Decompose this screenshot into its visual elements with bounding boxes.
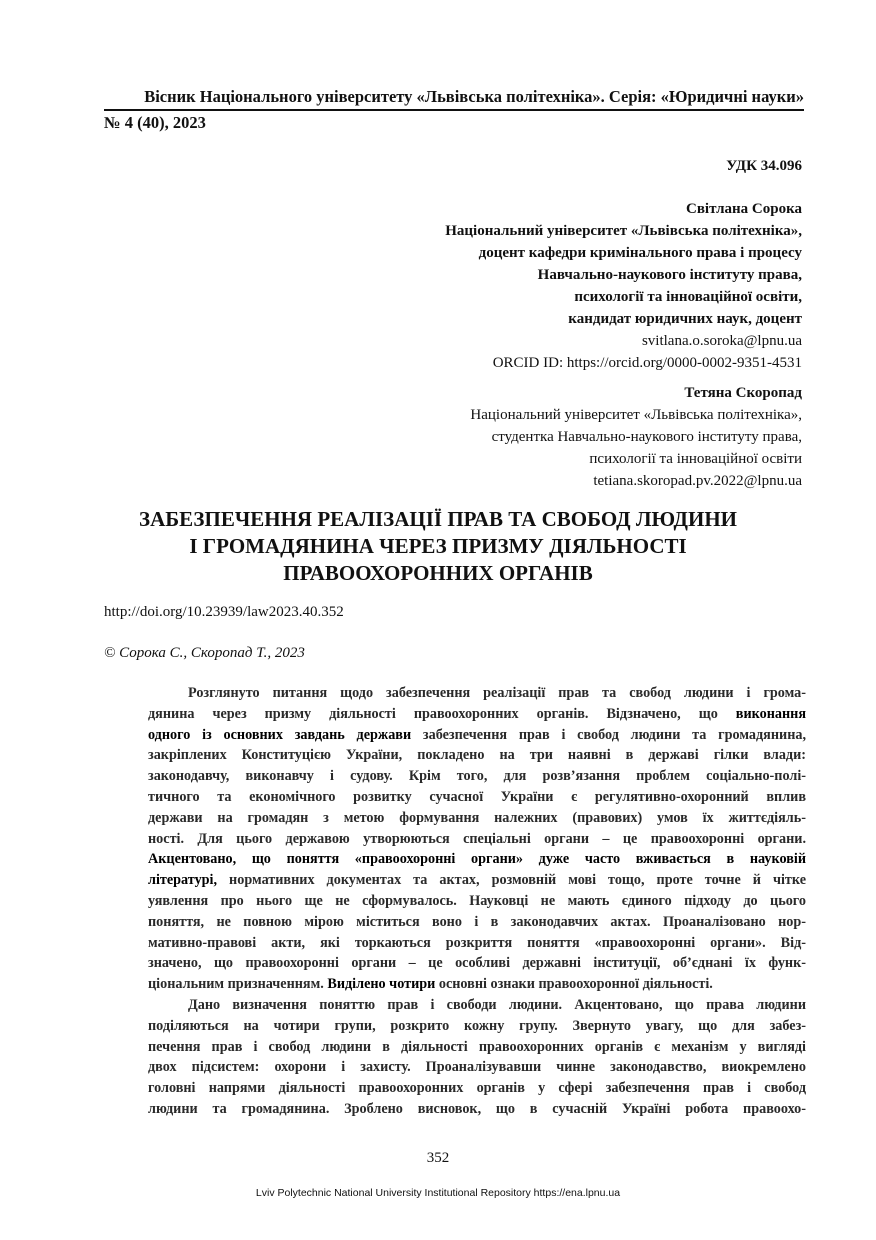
abstract-line xyxy=(148,1016,806,1037)
abstract-text: людини та громадянина. Зроблено висновок, що в сучасній Україні робота правоохо- xyxy=(148,1100,806,1117)
journal-header: Вісник Національного університету «Львівська політехніка». Серія: «Юридичні науки» xyxy=(144,87,804,106)
abstract-text: держави на громадян з метою формування належних (правових) умов їх життєдіяль- xyxy=(148,809,806,826)
emphasized-text: одного із основних завдань держави xyxy=(148,726,412,743)
abstract-text: закріплених Конституцією України, покладено на три наявні в державі гілки влади: xyxy=(148,747,806,764)
abstract-line xyxy=(148,1099,806,1120)
title-line: ЗАБЕЗПЕЧЕННЯ РЕАЛІЗАЦІЇ ПРАВ ТА СВОБОД ЛЮДИНИ xyxy=(139,507,737,531)
abstract-line xyxy=(148,725,806,746)
abstract-text: законодавчу, виконавчу і судову. Крім того, для розв’язання проблем соціально-полі- xyxy=(148,768,806,785)
issue-number: № 4 (40), 2023 xyxy=(104,113,206,132)
abstract-line xyxy=(148,704,806,725)
abstract-text: поділяються на чотири групи, розкрито кожну групу. Звернуто увагу, що для забез- xyxy=(148,1017,806,1034)
author-info-line: доцент кафедри кримінального права і процесу xyxy=(478,245,802,261)
abstract-text: нормативних документах та актах, розмовній мові тощо, проте точне й чітке xyxy=(217,872,806,889)
abstract-line xyxy=(148,870,806,891)
author-info-line: Навчально-наукового інституту права, xyxy=(537,267,802,283)
abstract-line xyxy=(148,849,806,870)
abstract-text: тичного та економічного розвитку сучасної України є регулятивно-охоронний вплив xyxy=(148,788,806,805)
abstract-line xyxy=(148,766,806,787)
abstract-text: Розглянуто питання щодо забезпечення реалізації прав та свобод людини і грома- xyxy=(188,685,806,701)
author-name: Тетяна Скоропад xyxy=(684,385,802,401)
abstract-text: ціональним призначенням. xyxy=(148,976,328,993)
abstract-line xyxy=(148,808,806,829)
emphasized-text: Акцентовано, що поняття «правоохоронні органи» дуже часто вживається в науковій xyxy=(148,851,806,868)
author-info-line: Національний університет «Львівська політехніка», xyxy=(445,223,802,239)
emphasized-text: виконання xyxy=(735,705,806,722)
author-info-line[interactable]: ORCID ID: https://orcid.org/0000-0002-9351-4531 xyxy=(492,355,802,371)
abstract-line xyxy=(148,1057,806,1078)
abstract-line xyxy=(148,683,806,704)
title-line: І ГРОМАДЯНИНА ЧЕРЕЗ ПРИЗМУ ДІЯЛЬНОСТІ xyxy=(189,534,687,558)
abstract-line xyxy=(148,995,806,1016)
author-info-line: студентка Навчально-наукового інституту права, xyxy=(491,429,802,445)
abstract-line xyxy=(148,891,806,912)
article-title xyxy=(80,506,796,587)
author-info-line: психології та інноваційної освіти, xyxy=(574,289,802,305)
author-name: Світлана Сорока xyxy=(686,201,802,217)
author-block-2 xyxy=(470,382,802,492)
abstract-line xyxy=(148,933,806,954)
abstract xyxy=(148,683,806,1120)
abstract-line xyxy=(148,1078,806,1099)
abstract-text: ності. Для цього державою утворюються спеціальні органи – це правоохоронні органи. xyxy=(148,830,806,847)
abstract-line xyxy=(148,787,806,808)
abstract-line xyxy=(148,974,806,995)
udk-code: УДК 34.096 xyxy=(726,158,802,174)
abstract-line xyxy=(148,829,806,850)
abstract-text: дянина через призму діяльності правоохоронних органів. Відзначено, що xyxy=(148,705,736,722)
abstract-line xyxy=(148,953,806,974)
abstract-text: печення прав і свобод людини в діяльності правоохоронних органів є механізм у вигляді xyxy=(148,1038,806,1055)
author-info-line: кандидат юридичних наук, доцент xyxy=(568,311,802,327)
repository-footer: Lviv Polytechnic National University Institutional Repository https://ena.lpnu.ua xyxy=(255,1187,621,1199)
abstract-text: мативно-правові акти, які торкаються розкриття поняття «правоохоронні органи». Від- xyxy=(148,934,806,951)
author-info-line[interactable]: tetiana.skoropad.pv.2022@lpnu.ua xyxy=(593,473,802,489)
abstract-line xyxy=(148,912,806,933)
abstract-text: уявлення про нього ще не сформувалось. Науковці не мають єдиного підходу до цього xyxy=(148,892,806,909)
emphasized-text: літературі, xyxy=(148,872,218,889)
abstract-text: забезпечення прав і свобод людини та громадянина, xyxy=(411,726,807,743)
copyright: © Сорока С., Скоропад Т., 2023 xyxy=(104,645,305,661)
author-info-line: психології та інноваційної освіти xyxy=(589,451,802,467)
author-info-line[interactable]: svitlana.o.soroka@lpnu.ua xyxy=(641,333,802,349)
doi-link[interactable]: http://doi.org/10.23939/law2023.40.352 xyxy=(104,604,344,620)
abstract-text: значено, що правоохоронні органи – це особливі державні інституції, об’єднані їх функ- xyxy=(148,955,806,972)
abstract-text: основні ознаки правоохоронної діяльності. xyxy=(435,976,713,993)
abstract-text: головні напрями діяльності правоохоронних органів у сфері забезпечення прав і свобод xyxy=(148,1080,806,1097)
author-block-1 xyxy=(445,198,802,374)
abstract-line xyxy=(148,1037,806,1058)
emphasized-text: Виділено чотири xyxy=(327,976,436,993)
abstract-text: двох підсистем: охорони і захисту. Проаналізувавши чинне законодавство, виокремлено xyxy=(148,1059,806,1076)
abstract-text: Дано визначення поняттю прав і свободи людини. Акцентовано, що права людини xyxy=(188,996,806,1013)
abstract-line xyxy=(148,745,806,766)
title-line: ПРАВООХОРОННИХ ОРГАНІВ xyxy=(283,561,593,585)
header-rule xyxy=(104,109,804,111)
page-number: 352 xyxy=(426,1150,450,1166)
author-info-line: Національний університет «Львівська політехніка», xyxy=(470,407,802,423)
abstract-text: поняття, не повною мірою міститься воно і в законодавчих актах. Проаналізовано нор- xyxy=(148,913,806,930)
